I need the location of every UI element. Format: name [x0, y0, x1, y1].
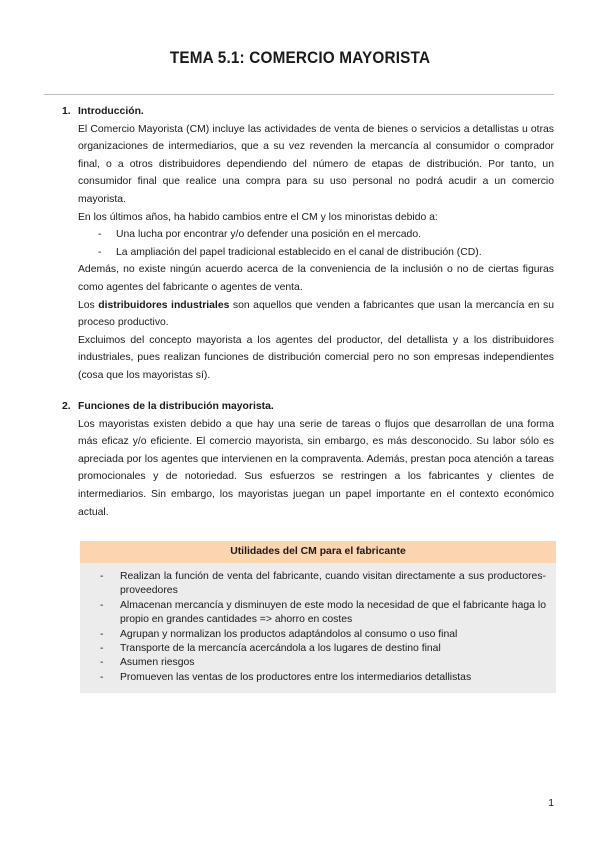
box-title: Utilidades del CM para el fabricante [80, 541, 556, 563]
box-list [80, 563, 556, 693]
bullet-dash: - [100, 657, 104, 669]
list-item-text: Una lucha por encontrar y/o defender una posición en el mercado. [116, 229, 421, 241]
section-heading [62, 398, 554, 416]
bullet-dash: - [100, 628, 104, 640]
list-item-text: Asumen riesgos [120, 657, 195, 669]
paragraph [78, 297, 554, 332]
section-introduccion [62, 103, 554, 385]
title-divider [44, 94, 554, 95]
section-heading [62, 103, 554, 121]
section-body [78, 416, 554, 522]
paragraph: Los mayoristas existen debido a que hay una serie de tareas o flujos que desarrollan de una forma más eficaz y/o eficiente. El comercio mayorista, sin embargo, es más desconocido. Su labor sólo es apreciada por los agentes que intervienen en la compraventa. Además, prestan poca atención a tareas promocionales y de notoriedad. Sus esfuerzos se restringen a los fabricantes y clientes de intermediarios. Sin embargo, los mayoristas juegan un papel importante en el contexto económico actual. [78, 418, 554, 518]
bullet-dash: - [100, 643, 104, 655]
list-item-text: Transporte de la mercancía acercándola a los lugares de destino final [120, 643, 441, 655]
list-item [100, 628, 546, 642]
page-number: 1 [548, 798, 554, 809]
bold-term: distribuidores industriales [98, 299, 230, 311]
list-item [100, 599, 546, 628]
bullet-dash: - [98, 229, 102, 241]
list-item [78, 226, 554, 244]
utilidades-box [80, 541, 556, 693]
paragraph-text: son aquellos que venden a fabricantes que usan la mercancía en su proceso productivo. [78, 299, 554, 329]
list-item-text: La ampliación del papel tradicional establecido en el canal de distribución (CD). [116, 246, 482, 258]
list-item [100, 656, 546, 670]
bullet-dash: - [100, 571, 104, 582]
page-title: TEMA 5.1: COMERCIO MAYORISTA [169, 48, 431, 67]
section-number: 2. [62, 401, 71, 412]
list-item-text: Almacenan mercancía y disminuyen de este modo la necesidad de que el fabricante haga lo propio en grandes cantidades => ahorro en costes [120, 599, 546, 626]
bullet-dash: - [98, 246, 102, 258]
paragraph: Además, no existe ningún acuerdo acerca de la conveniencia de la inclusión o no de ciertas figuras como agentes del fabricante o agentes de venta. [78, 264, 554, 293]
section-number: 1. [62, 106, 71, 117]
list-item [100, 642, 546, 656]
paragraph: El Comercio Mayorista (CM) incluye las actividades de venta de bienes o servicios a detallistas u otras organizaciones de intermediarios, que a su vez revenden la mercancía al consumidor o comprador final, o a otros distribuidores dependiendo del número de etapas de distribución. Por tanto, un consumidor final que realice una compra para su uso personal no podrá acudir a un comercio mayorista. [78, 123, 554, 205]
section-title: Introducción. [78, 106, 144, 117]
bullet-dash: - [100, 671, 104, 683]
paragraph: En los últimos años, ha habido cambios entre el CM y los minoristas debido a: [78, 211, 438, 223]
paragraph-text: Los [78, 299, 99, 311]
list-item-text: Realizan la función de venta del fabricante, cuando visitan directamente a sus productores-proveedores [120, 571, 546, 597]
list-item [78, 244, 554, 262]
section-body [78, 121, 554, 385]
list-item [100, 570, 546, 599]
paragraph: Excluimos del concepto mayorista a los agentes del productor, del detallista y a los distribuidores industriales, pues realizan funciones de distribución comercial pero no son empresas independientes (cosa que los mayoristas sí). [78, 334, 554, 381]
list-item [100, 671, 546, 685]
section-funciones [62, 398, 554, 521]
list-item-text: Agrupan y normalizan los productos adaptándolos al consumo o uso final [120, 628, 458, 640]
list-item-text: Promueven las ventas de los productores entre los intermediarios detallistas [120, 671, 472, 683]
section-title: Funciones de la distribución mayorista. [78, 401, 274, 412]
bullet-dash: - [100, 599, 104, 611]
